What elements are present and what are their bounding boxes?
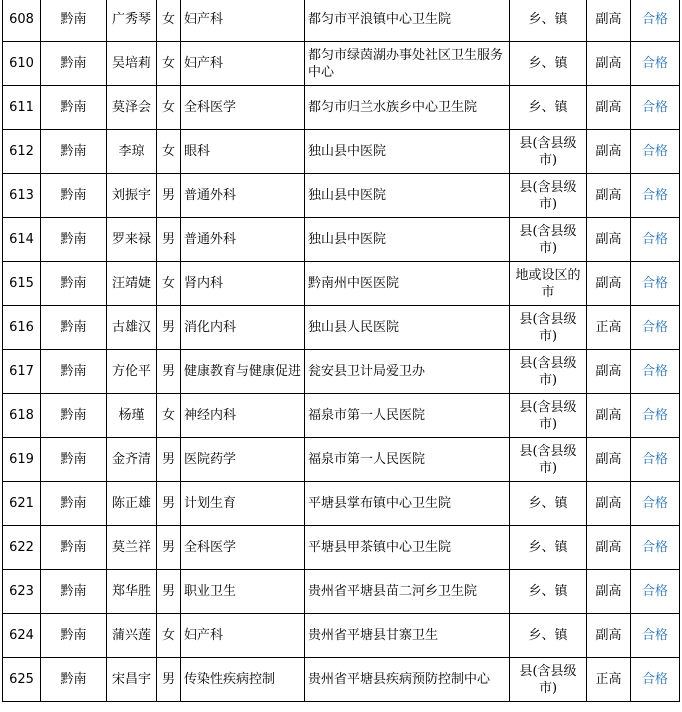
table-row (3, 86, 680, 130)
title-cell: 副高 (587, 42, 631, 86)
unit-cell: 独山县中医院 (305, 218, 510, 262)
unit-cell: 贵州省平塘县苗二河乡卫生院 (305, 570, 510, 614)
sex-cell: 女 (157, 0, 181, 42)
region-cell: 黔南 (41, 394, 107, 438)
department-cell: 肾内科 (181, 262, 305, 306)
table-row (3, 306, 680, 350)
level-cell: 县(含县级市) (510, 218, 587, 262)
table-row (3, 42, 680, 86)
result-cell: 合格 (631, 262, 680, 306)
sex-cell: 女 (157, 614, 181, 658)
title-cell: 副高 (587, 174, 631, 218)
region-cell: 黔南 (41, 350, 107, 394)
table-row (3, 130, 680, 174)
region-cell: 黔南 (41, 614, 107, 658)
level-cell: 县(含县级市) (510, 350, 587, 394)
title-cell: 副高 (587, 614, 631, 658)
row-number: 608 (3, 0, 41, 42)
result-cell: 合格 (631, 42, 680, 86)
department-cell: 妇产科 (181, 614, 305, 658)
name-cell: 金齐清 (107, 438, 157, 482)
region-cell: 黔南 (41, 42, 107, 86)
sex-cell: 女 (157, 130, 181, 174)
department-cell: 全科医学 (181, 86, 305, 130)
title-cell: 副高 (587, 0, 631, 42)
sex-cell: 男 (157, 482, 181, 526)
row-number: 610 (3, 42, 41, 86)
unit-cell: 福泉市第一人民医院 (305, 394, 510, 438)
name-cell: 广秀琴 (107, 0, 157, 42)
result-cell: 合格 (631, 394, 680, 438)
result-cell: 合格 (631, 438, 680, 482)
table-body (3, 0, 680, 702)
department-cell: 职业卫生 (181, 570, 305, 614)
table-row (3, 394, 680, 438)
name-cell: 汪靖婕 (107, 262, 157, 306)
name-cell: 蒲兴莲 (107, 614, 157, 658)
department-cell: 消化内科 (181, 306, 305, 350)
name-cell: 方伦平 (107, 350, 157, 394)
level-cell: 乡、镇 (510, 0, 587, 42)
result-cell: 合格 (631, 482, 680, 526)
department-cell: 健康教育与健康促进 (181, 350, 305, 394)
sex-cell: 男 (157, 350, 181, 394)
level-cell: 乡、镇 (510, 86, 587, 130)
result-cell: 合格 (631, 218, 680, 262)
title-cell: 副高 (587, 570, 631, 614)
unit-cell: 福泉市第一人民医院 (305, 438, 510, 482)
title-cell: 副高 (587, 482, 631, 526)
result-cell: 合格 (631, 350, 680, 394)
department-cell: 普通外科 (181, 218, 305, 262)
sex-cell: 女 (157, 42, 181, 86)
name-cell: 古雄汉 (107, 306, 157, 350)
sex-cell: 男 (157, 438, 181, 482)
row-number: 625 (3, 658, 41, 702)
title-cell: 副高 (587, 262, 631, 306)
result-cell: 合格 (631, 130, 680, 174)
sex-cell: 男 (157, 306, 181, 350)
name-cell: 宋昌宇 (107, 658, 157, 702)
table-row (3, 526, 680, 570)
name-cell: 莫兰祥 (107, 526, 157, 570)
result-cell: 合格 (631, 614, 680, 658)
table-row (3, 350, 680, 394)
name-cell: 李琼 (107, 130, 157, 174)
unit-cell: 都匀市归兰水族乡中心卫生院 (305, 86, 510, 130)
unit-cell: 平塘县甲茶镇中心卫生院 (305, 526, 510, 570)
table-row (3, 482, 680, 526)
department-cell: 普通外科 (181, 174, 305, 218)
result-cell: 合格 (631, 0, 680, 42)
result-cell: 合格 (631, 658, 680, 702)
department-cell: 医院药学 (181, 438, 305, 482)
table-row (3, 174, 680, 218)
unit-cell: 独山县中医院 (305, 130, 510, 174)
level-cell: 县(含县级市) (510, 394, 587, 438)
region-cell: 黔南 (41, 658, 107, 702)
result-cell: 合格 (631, 86, 680, 130)
table-row (3, 570, 680, 614)
sex-cell: 女 (157, 394, 181, 438)
name-cell: 刘振宇 (107, 174, 157, 218)
department-cell: 妇产科 (181, 42, 305, 86)
title-cell: 正高 (587, 306, 631, 350)
region-cell: 黔南 (41, 570, 107, 614)
row-number: 612 (3, 130, 41, 174)
row-number: 618 (3, 394, 41, 438)
title-cell: 正高 (587, 658, 631, 702)
unit-cell: 贵州省平塘县甘寨卫生 (305, 614, 510, 658)
unit-cell: 黔南州中医医院 (305, 262, 510, 306)
level-cell: 乡、镇 (510, 570, 587, 614)
unit-cell: 瓮安县卫计局爱卫办 (305, 350, 510, 394)
result-cell: 合格 (631, 526, 680, 570)
region-cell: 黔南 (41, 0, 107, 42)
region-cell: 黔南 (41, 86, 107, 130)
name-cell: 杨瑾 (107, 394, 157, 438)
row-number: 621 (3, 482, 41, 526)
title-cell: 副高 (587, 438, 631, 482)
level-cell: 县(含县级市) (510, 658, 587, 702)
row-number: 611 (3, 86, 41, 130)
row-number: 619 (3, 438, 41, 482)
title-cell: 副高 (587, 218, 631, 262)
title-cell: 副高 (587, 526, 631, 570)
table-row (3, 658, 680, 702)
level-cell: 乡、镇 (510, 614, 587, 658)
sex-cell: 女 (157, 86, 181, 130)
department-cell: 神经内科 (181, 394, 305, 438)
result-cell: 合格 (631, 174, 680, 218)
row-number: 622 (3, 526, 41, 570)
roster-table (2, 0, 680, 702)
sex-cell: 男 (157, 526, 181, 570)
unit-cell: 平塘县掌布镇中心卫生院 (305, 482, 510, 526)
level-cell: 乡、镇 (510, 42, 587, 86)
title-cell: 副高 (587, 394, 631, 438)
level-cell: 县(含县级市) (510, 438, 587, 482)
title-cell: 副高 (587, 86, 631, 130)
name-cell: 罗来禄 (107, 218, 157, 262)
region-cell: 黔南 (41, 130, 107, 174)
region-cell: 黔南 (41, 262, 107, 306)
department-cell: 眼科 (181, 130, 305, 174)
region-cell: 黔南 (41, 438, 107, 482)
row-number: 615 (3, 262, 41, 306)
sex-cell: 男 (157, 570, 181, 614)
level-cell: 县(含县级市) (510, 174, 587, 218)
table-row (3, 0, 680, 42)
unit-cell: 贵州省平塘县疾病预防控制中心 (305, 658, 510, 702)
row-number: 617 (3, 350, 41, 394)
region-cell: 黔南 (41, 306, 107, 350)
table-row (3, 262, 680, 306)
department-cell: 妇产科 (181, 0, 305, 42)
row-number: 613 (3, 174, 41, 218)
unit-cell: 独山县人民医院 (305, 306, 510, 350)
level-cell: 县(含县级市) (510, 130, 587, 174)
name-cell: 吴培莉 (107, 42, 157, 86)
result-cell: 合格 (631, 306, 680, 350)
row-number: 624 (3, 614, 41, 658)
department-cell: 计划生育 (181, 482, 305, 526)
region-cell: 黔南 (41, 482, 107, 526)
title-cell: 副高 (587, 350, 631, 394)
name-cell: 郑华胜 (107, 570, 157, 614)
department-cell: 传染性疾病控制 (181, 658, 305, 702)
row-number: 614 (3, 218, 41, 262)
sex-cell: 男 (157, 658, 181, 702)
row-number: 623 (3, 570, 41, 614)
sex-cell: 男 (157, 174, 181, 218)
name-cell: 陈正雄 (107, 482, 157, 526)
level-cell: 乡、镇 (510, 482, 587, 526)
row-number: 616 (3, 306, 41, 350)
department-cell: 全科医学 (181, 526, 305, 570)
unit-cell: 都匀市平浪镇中心卫生院 (305, 0, 510, 42)
region-cell: 黔南 (41, 526, 107, 570)
table-row (3, 438, 680, 482)
table-row (3, 218, 680, 262)
sex-cell: 男 (157, 218, 181, 262)
level-cell: 地或设区的市 (510, 262, 587, 306)
title-cell: 副高 (587, 130, 631, 174)
unit-cell: 都匀市绿茵湖办事处社区卫生服务中心 (305, 42, 510, 86)
result-cell: 合格 (631, 570, 680, 614)
region-cell: 黔南 (41, 218, 107, 262)
level-cell: 乡、镇 (510, 526, 587, 570)
region-cell: 黔南 (41, 174, 107, 218)
name-cell: 莫泽会 (107, 86, 157, 130)
level-cell: 县(含县级市) (510, 306, 587, 350)
unit-cell: 独山县中医院 (305, 174, 510, 218)
sex-cell: 女 (157, 262, 181, 306)
table-row (3, 614, 680, 658)
